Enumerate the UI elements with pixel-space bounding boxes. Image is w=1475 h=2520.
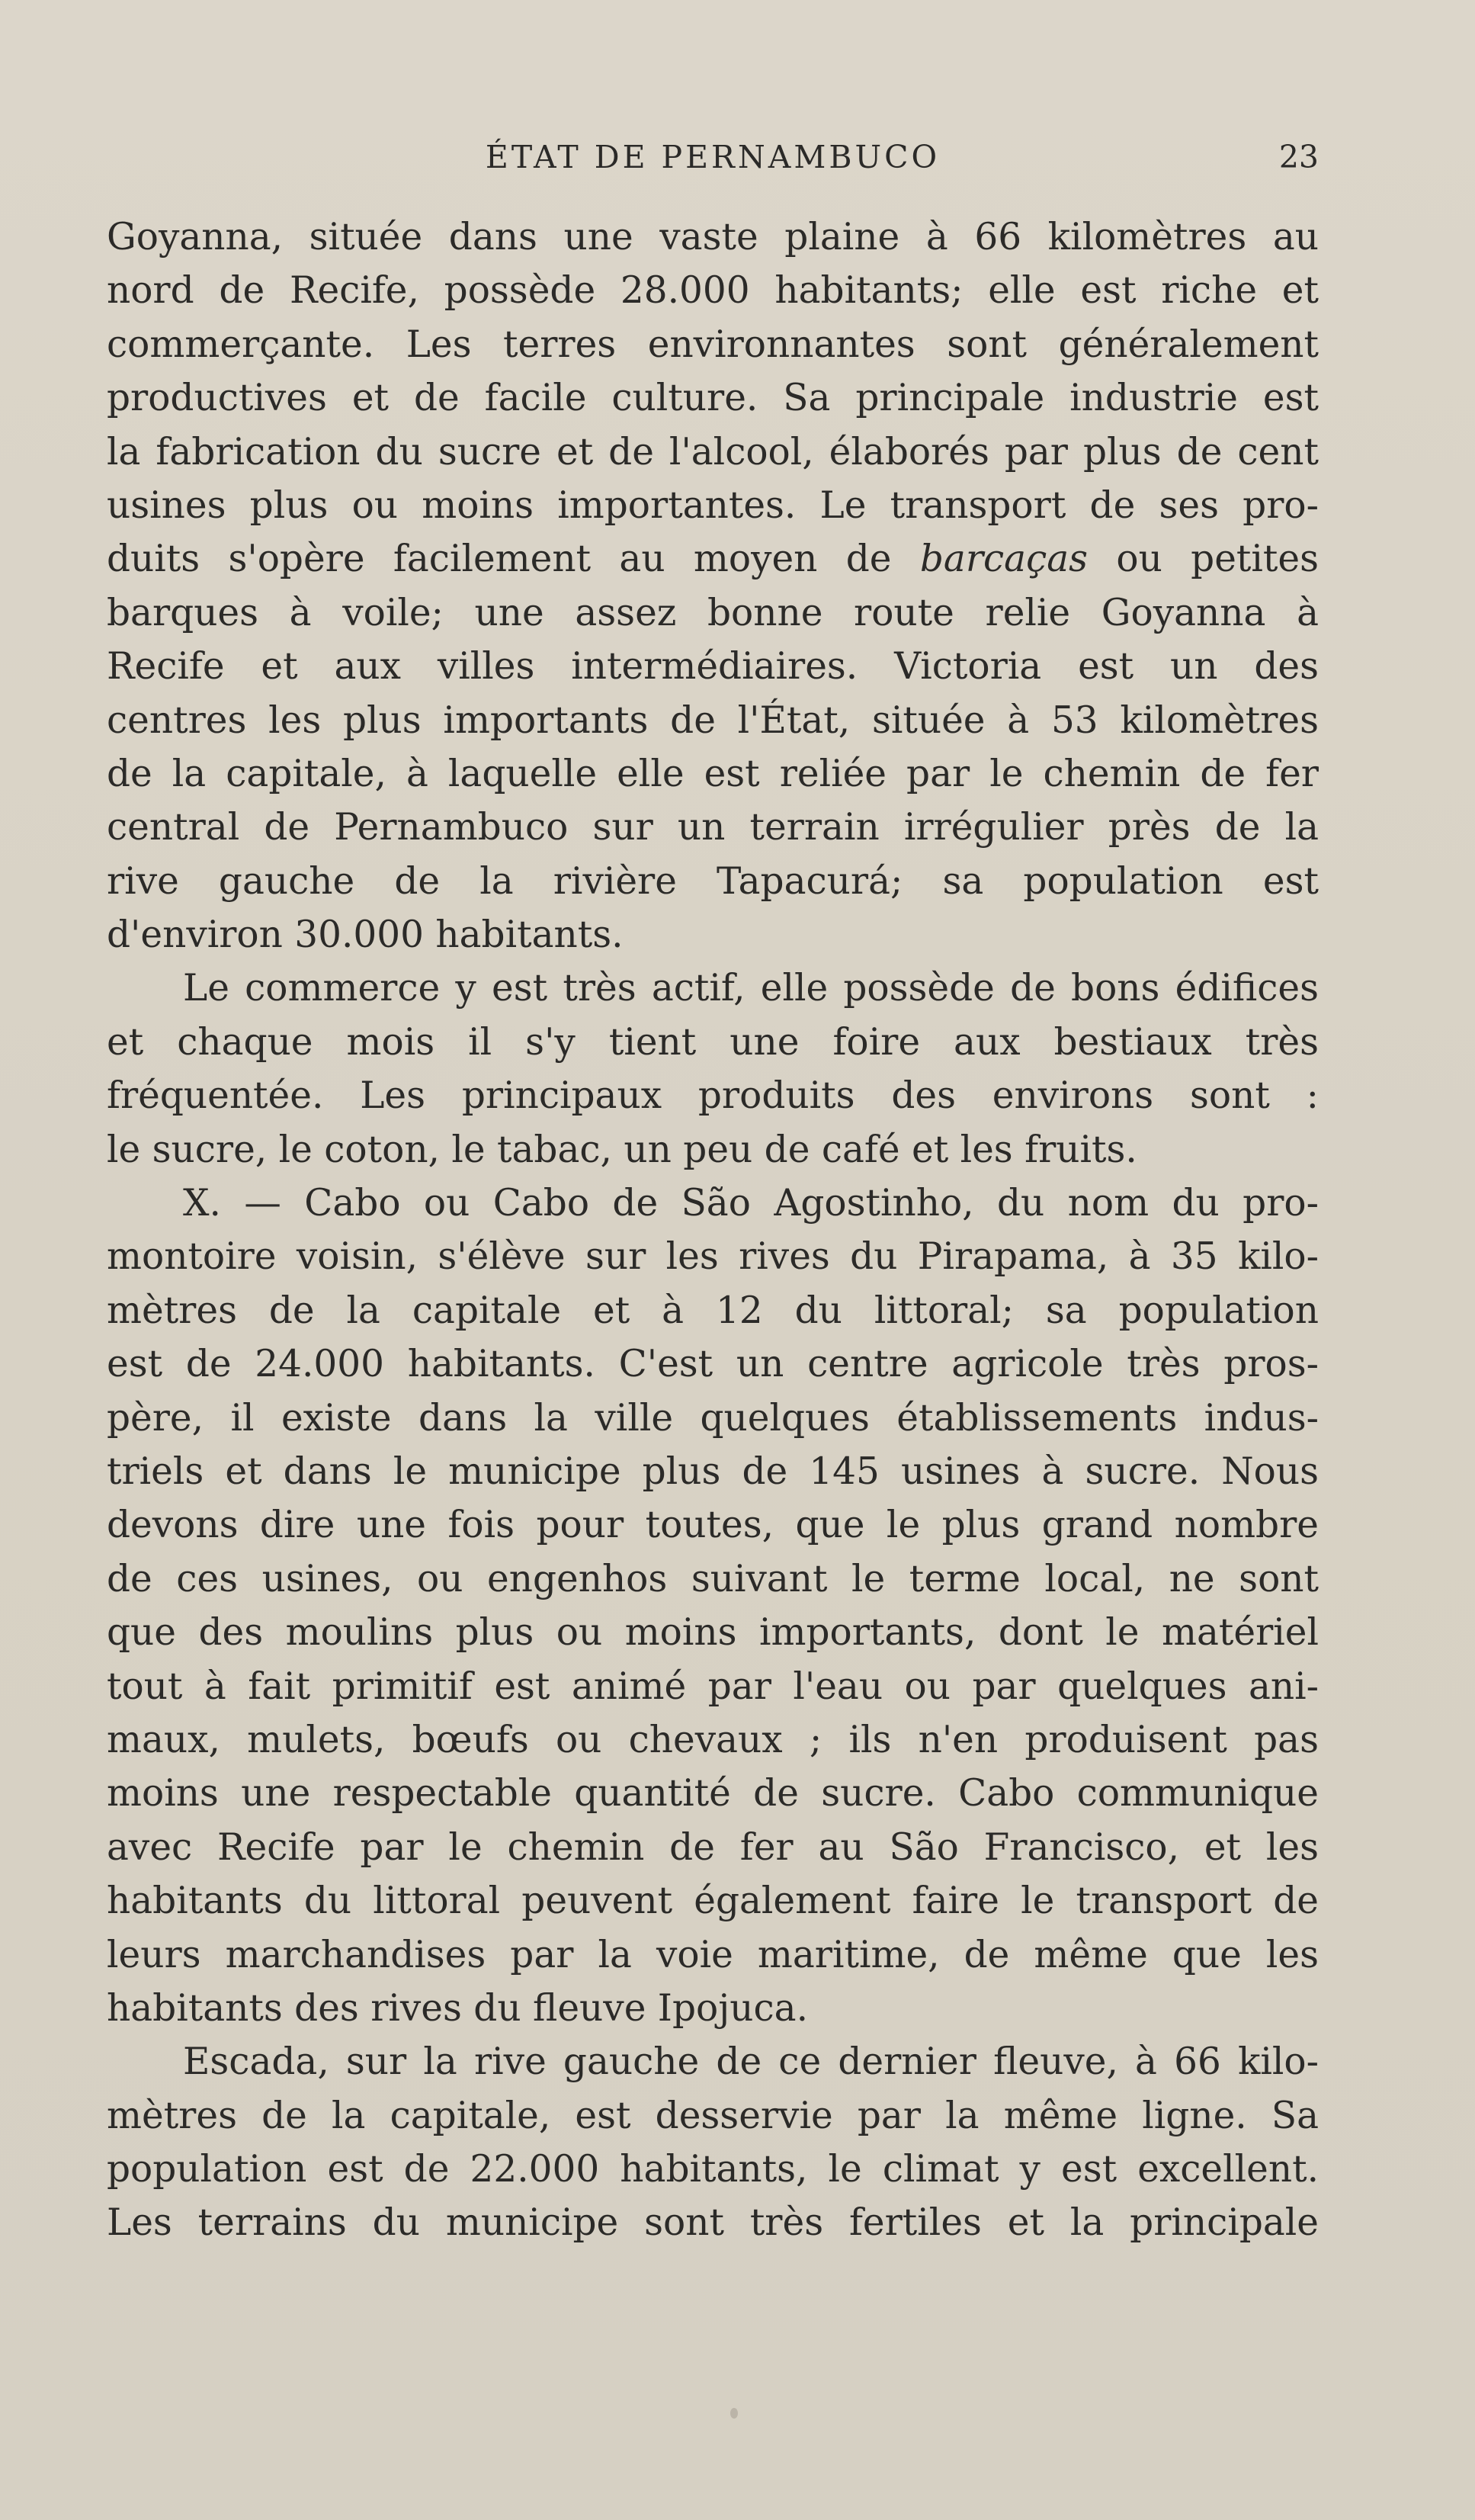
- page-header: [107, 136, 1319, 181]
- body-text: [107, 210, 1319, 2250]
- text-line-paragraph-end: habitants des rives du fleuve Ipojuca.: [107, 1986, 808, 2030]
- running-title: ÉTAT DE PERNAMBUCO: [485, 139, 941, 175]
- text-line-paragraph-start: Escada, sur la rive gauche de ce dernier fleuve, à 66 kilo-: [183, 2040, 1319, 2084]
- text-line: Recife et aux villes intermédiaires. Victoria est un des: [107, 645, 1319, 689]
- text-line-paragraph-start: Le commerce y est très actif, elle possède de bons édifices: [183, 967, 1319, 1010]
- text-line: central de Pernambuco sur un terrain irrégulier près de la: [107, 806, 1319, 849]
- paper-speck: [730, 2408, 738, 2419]
- text-line: mètres de la capitale et à 12 du littoral; sa population: [107, 1289, 1319, 1332]
- text-line: usines plus ou moins importantes. Le transport de ses pro-: [107, 483, 1319, 527]
- text-line-paragraph-end: le sucre, le coton, le tabac, un peu de café et les fruits.: [107, 1128, 1137, 1171]
- text-line: père, il existe dans la ville quelques établissements indus-: [107, 1396, 1319, 1440]
- text-line-paragraph-start: X. — Cabo ou Cabo de São Agostinho, du nom du pro-: [183, 1182, 1319, 1225]
- text-line: que des moulins plus ou moins importants, dont le matériel: [107, 1611, 1319, 1655]
- text-segment: ou petites: [1116, 538, 1319, 581]
- text-line: centres les plus importants de l'État, située à 53 kilomètres: [107, 698, 1319, 742]
- text-segment: duits s'opère facilement au moyen de: [107, 538, 892, 581]
- text-line: moins une respectable quantité de sucre. Cabo communique: [107, 1772, 1319, 1815]
- text-line: maux, mulets, bœufs ou chevaux ; ils n'en produisent pas: [107, 1718, 1319, 1761]
- text-line: habitants du littoral peuvent également faire le transport de: [107, 1880, 1319, 1923]
- text-line: population est de 22.000 habitants, le climat y est excellent.: [107, 2148, 1319, 2191]
- text-line: triels et dans le municipe plus de 145 usines à sucre. Nous: [107, 1449, 1319, 1493]
- text-line: Les terrains du municipe sont très fertiles et la principale: [107, 2201, 1319, 2245]
- text-line: devons dire une fois pour toutes, que le plus grand nombre: [107, 1504, 1319, 1547]
- text-line: avec Recife par le chemin de fer au São Francisco, et les: [107, 1825, 1319, 1869]
- text-line: fréquentée. Les principaux produits des environs sont :: [107, 1074, 1319, 1118]
- text-line: rive gauche de la rivière Tapacurá; sa population est: [107, 859, 1319, 903]
- text-line: de la capitale, à laquelle elle est reliée par le chemin de fer: [107, 752, 1319, 795]
- text-line: barques à voile; une assez bonne route relie Goyanna à: [107, 591, 1319, 634]
- text-line: leurs marchandises par la voie maritime, de même que les: [107, 1933, 1319, 1976]
- text-line: de ces usines, ou engenhos suivant le terme local, ne sont: [107, 1557, 1319, 1600]
- text-line: nord de Recife, possède 28.000 habitants; elle est riche et: [107, 269, 1319, 313]
- italic-term: barcaças: [919, 538, 1089, 581]
- text-line: tout à fait primitif est animé par l'eau ou par quelques ani-: [107, 1664, 1319, 1708]
- text-line: et chaque mois il s'y tient une foire aux bestiaux très: [107, 1020, 1319, 1064]
- text-line: commerçante. Les terres environnantes sont généralement: [107, 323, 1319, 366]
- text-line: productives et de facile culture. Sa principale industrie est: [107, 377, 1319, 420]
- page-number: 23: [1278, 139, 1319, 175]
- text-line-paragraph-end: d'environ 30.000 habitants.: [107, 913, 624, 957]
- text-line: montoire voisin, s'élève sur les rives du Pirapama, à 35 kilo-: [107, 1235, 1319, 1279]
- text-line: mètres de la capitale, est desservie par la même ligne. Sa: [107, 2094, 1319, 2137]
- text-line: la fabrication du sucre et de l'alcool, élaborés par plus de cent: [107, 430, 1319, 474]
- text-line-mixed: [107, 532, 1319, 586]
- text-line: Goyanna, située dans une vaste plaine à 66 kilomètres au: [107, 216, 1319, 258]
- text-line: est de 24.000 habitants. C'est un centre agricole très pros-: [107, 1343, 1319, 1386]
